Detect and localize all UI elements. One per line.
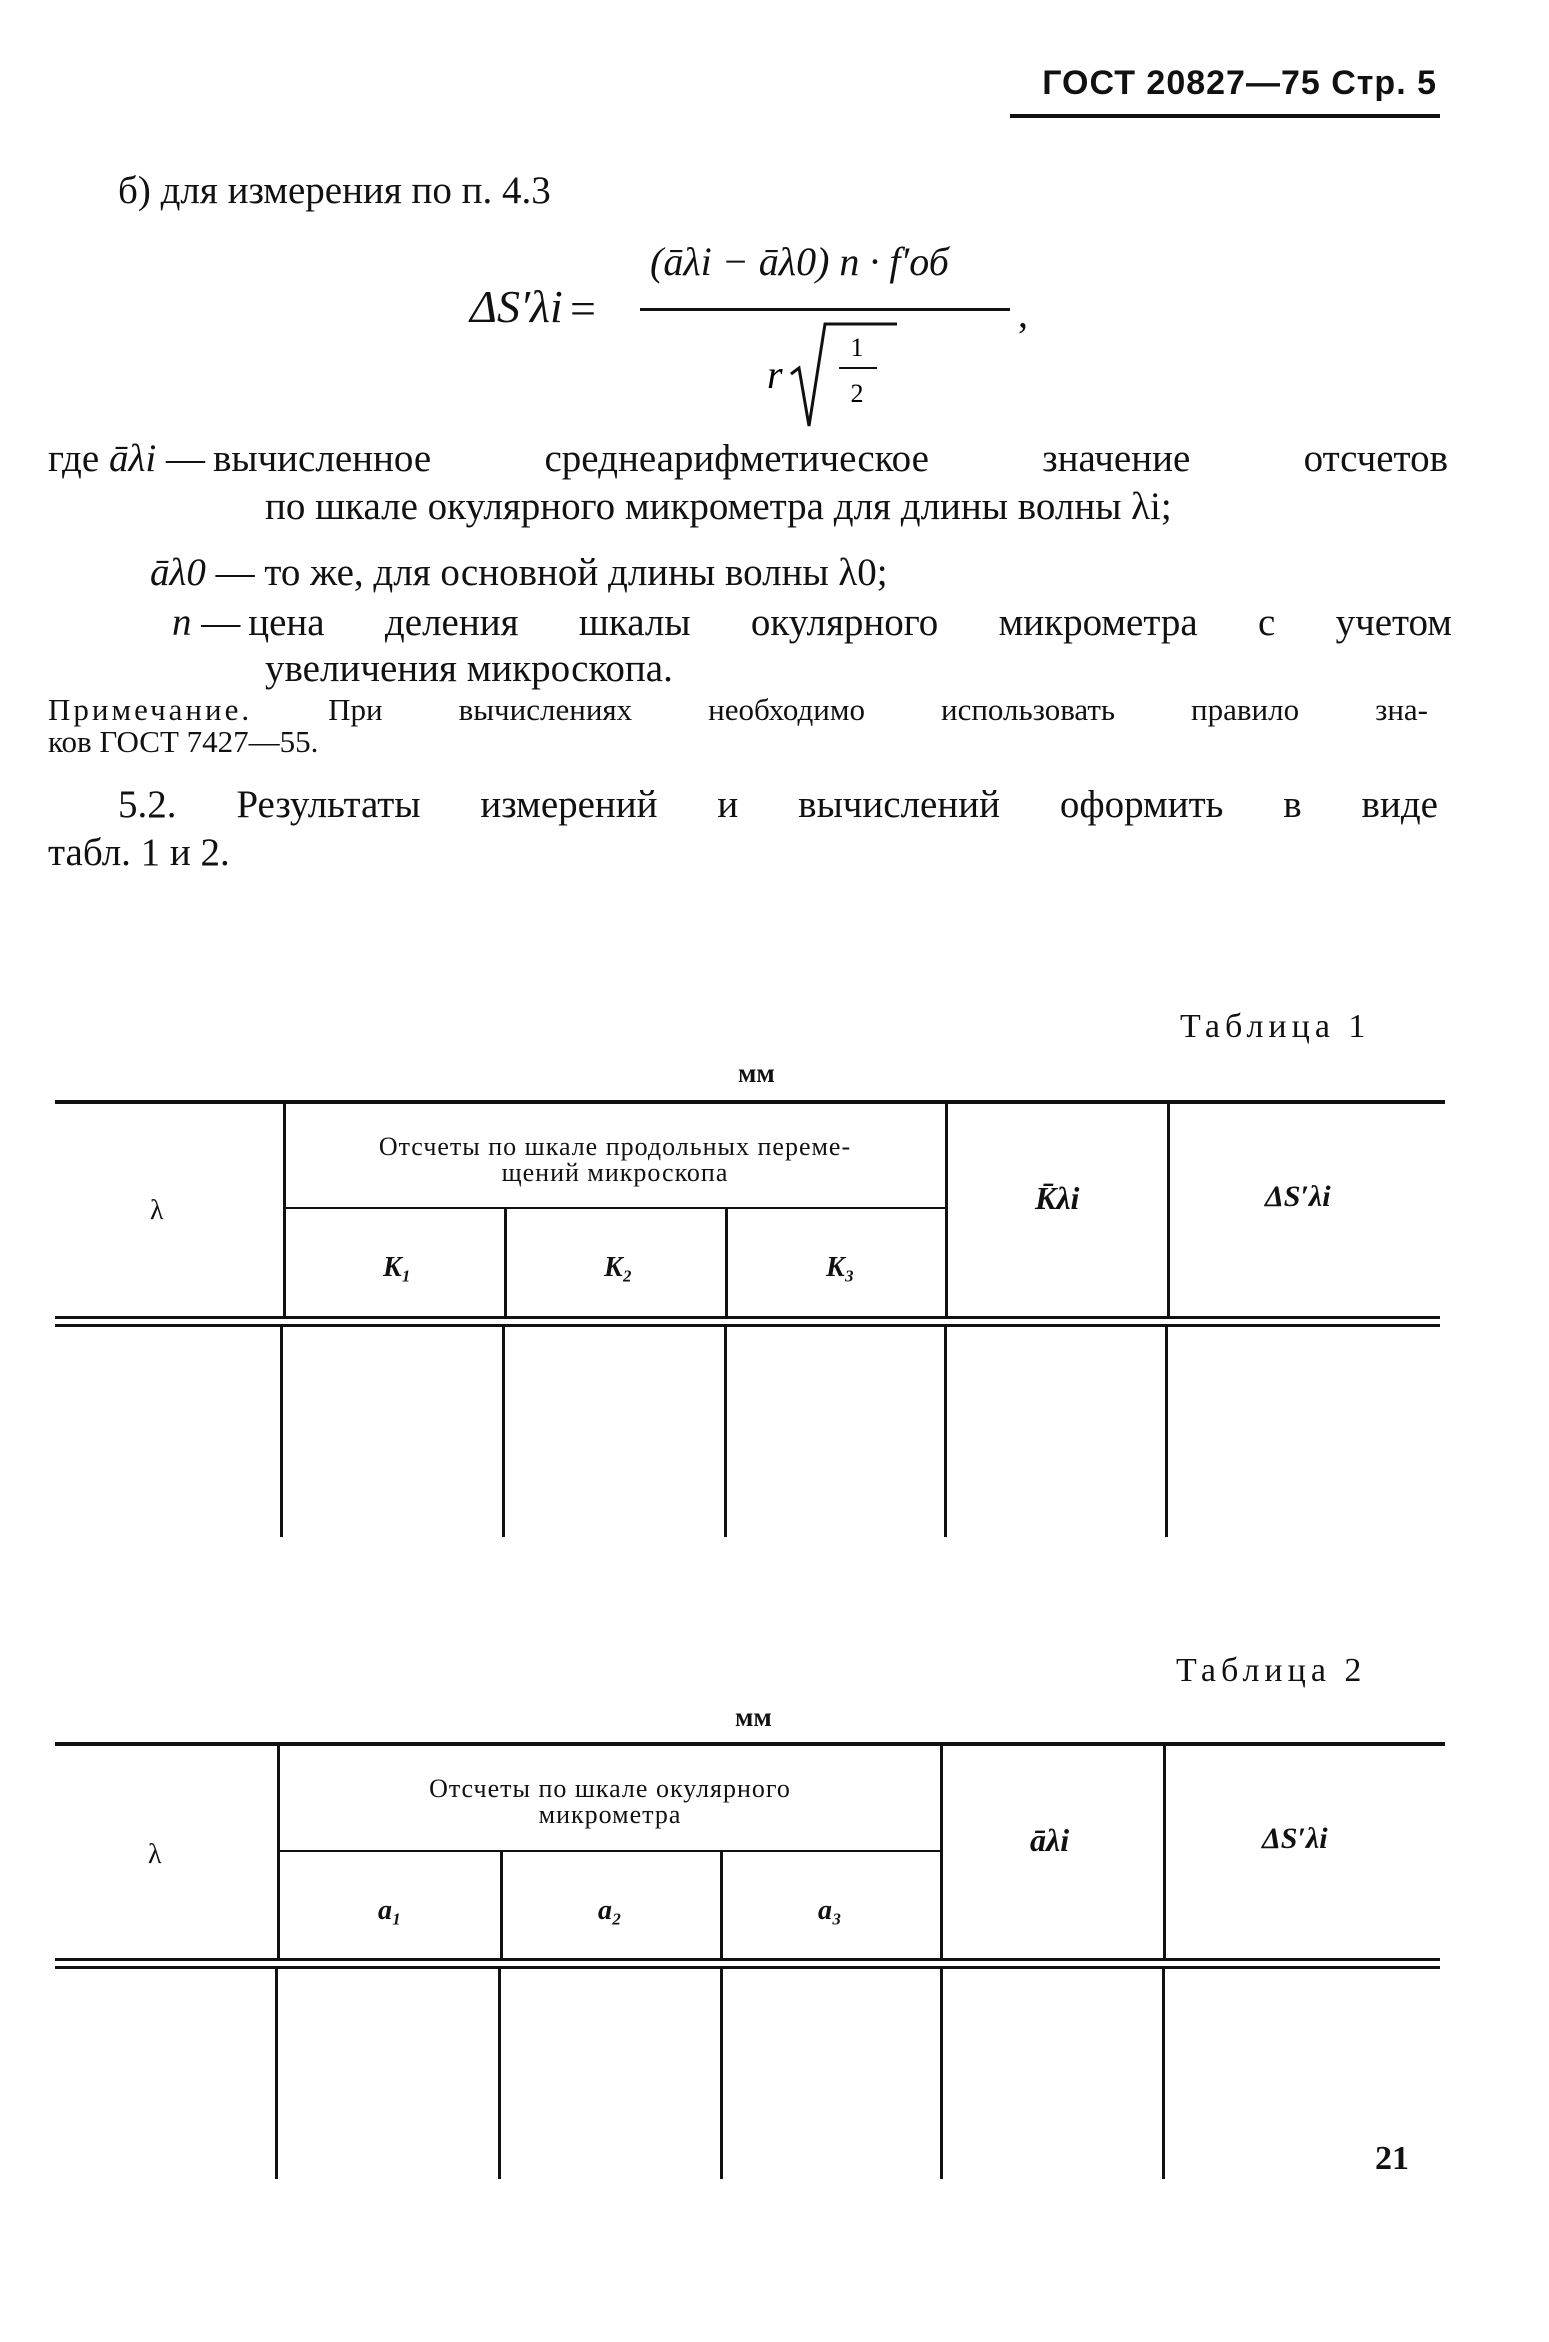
definition-2-symbol: āλ0: [150, 551, 206, 594]
table2-col-lambda: λ: [148, 1839, 163, 1870]
formula-equals: =: [570, 283, 596, 334]
page-number: 21: [1375, 2140, 1409, 2177]
note: [48, 694, 1428, 758]
definition-2-text: то же, для основной длины волны λ0;: [264, 551, 888, 594]
definition-1-text: вычисленное среднеарифметическое значение отсчетов: [212, 437, 1448, 480]
paragraph-5-2: 5.2. Результаты измерений и вычислений оформить в виде: [118, 783, 1438, 826]
header-rule: [1010, 114, 1440, 118]
definition-2: āλ0 — то же, для основной длины волны λ0;: [150, 551, 888, 594]
table1-col-lambda: λ: [150, 1195, 165, 1226]
table1-col-delta: ΔS′λi: [1265, 1180, 1331, 1213]
table2-unit: мм: [735, 1702, 772, 1732]
table2-col-a1: a₁: [378, 1895, 402, 1926]
formula-r: r: [767, 352, 783, 397]
formula-fraction-bar: [640, 308, 1010, 311]
formula-lhs: ΔS′λi: [470, 281, 563, 332]
definition-1-symbol: āλi: [108, 437, 157, 480]
definition-1: где āλi — вычисленное среднеарифметическое значение отсчетов: [48, 437, 1448, 480]
definition-3-symbol: n: [172, 601, 192, 644]
table1-col-mean: K̄λi: [1035, 1180, 1080, 1216]
table2-group-header: Отсчеты по шкале окулярного микрометра: [429, 1774, 791, 1829]
table1-group-header: Отсчеты по шкале продольных переме- щений микроскопа: [378, 1132, 852, 1187]
note-text: При вычислениях необходимо использовать правило зна-: [328, 692, 1429, 727]
table2-col-a2: a₂: [598, 1895, 622, 1926]
table1-col-k2: K₂: [604, 1252, 633, 1283]
formula-numerator: (āλi − āλ0) n · f′об: [650, 239, 949, 284]
note-text-cont: ков ГОСТ 7427—55.: [48, 724, 319, 759]
table2-col-mean: āλi: [1030, 1822, 1070, 1858]
page-header: ГОСТ 20827—75 Стр. 5: [1042, 64, 1437, 102]
table1-unit: мм: [738, 1058, 775, 1088]
formula: [470, 238, 1030, 438]
definition-1-continuation: по шкале окулярного микрометра для длины волны λi;: [265, 485, 1172, 528]
formula-frac-num: 1: [850, 333, 864, 362]
note-label: Примечание.: [48, 692, 253, 727]
definition-3: n — цена деления шкалы окулярного микрометра с учетом: [172, 601, 1452, 644]
definition-3-text: цена деления шкалы окулярного микрометра с учетом: [248, 601, 1452, 644]
table2-caption: Таблица 2: [1176, 1652, 1367, 1689]
formula-comma: ,: [1018, 291, 1028, 336]
definition-3-continuation: увеличения микроскопа.: [265, 647, 673, 690]
subitem-heading: б) для измерения по п. 4.3: [118, 169, 551, 212]
sqrt-sign: [791, 324, 897, 426]
table2-col-a3: a₃: [818, 1895, 842, 1926]
table1-caption: Таблица 1: [1180, 1008, 1371, 1045]
table1-col-k3: K₃: [826, 1252, 855, 1283]
table1-col-k1: K₁: [383, 1252, 412, 1283]
table2-col-delta: ΔS′λi: [1262, 1822, 1328, 1855]
formula-frac-den: 2: [850, 379, 864, 408]
paragraph-5-2-cont: табл. 1 и 2.: [48, 831, 230, 874]
formula-denominator: [765, 316, 925, 436]
